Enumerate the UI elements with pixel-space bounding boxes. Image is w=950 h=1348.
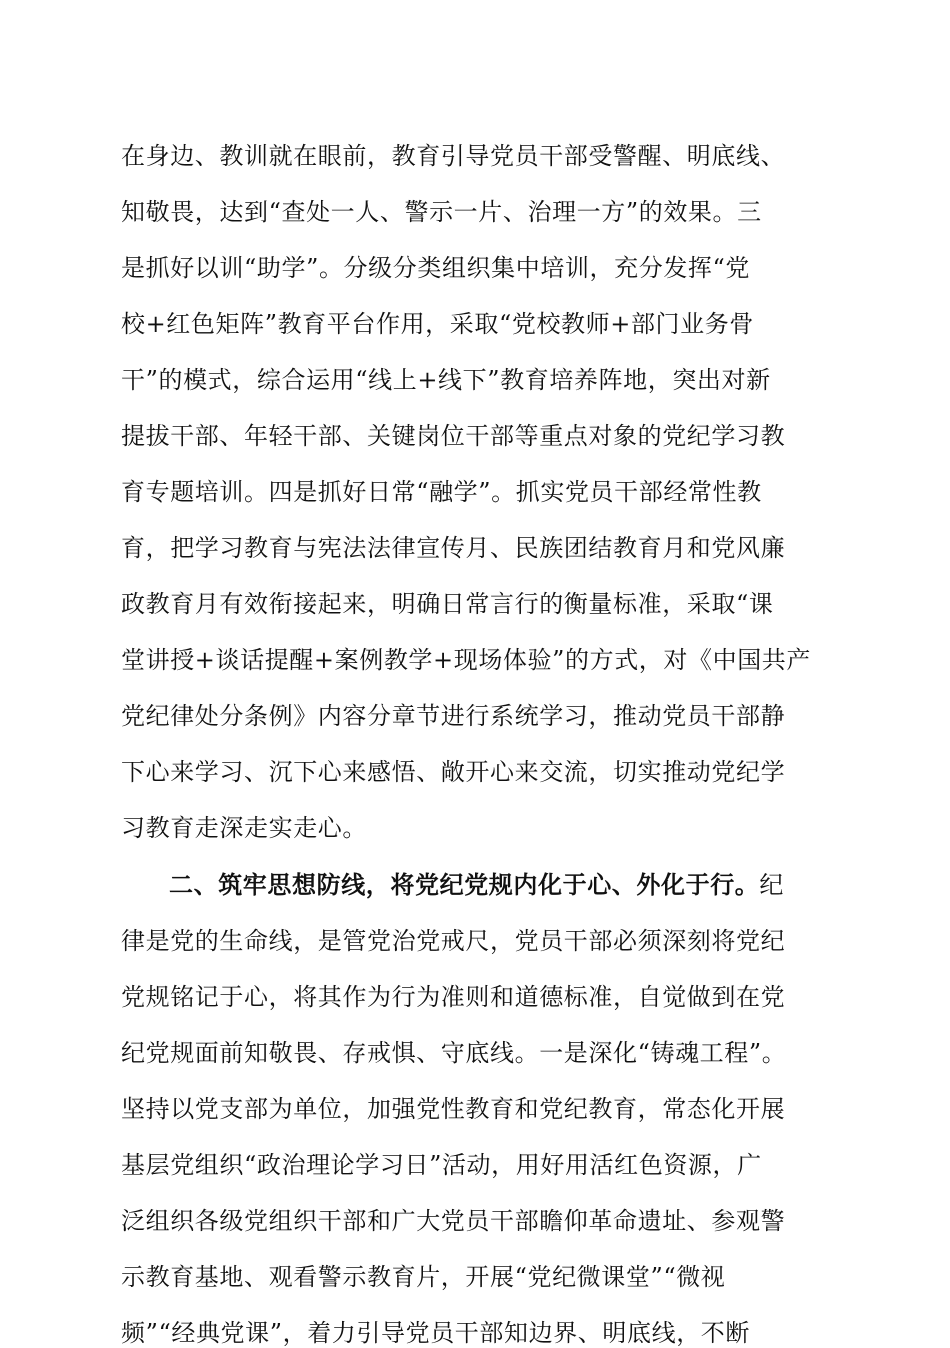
body-line: 育，把学习教育与宪法法律宣传月、民族团结教育月和党风廉 (121, 534, 786, 562)
body-line: 提拔干部、年轻干部、关键岗位干部等重点对象的党纪学习教 (121, 422, 786, 450)
body-line: 校+红色矩阵”教育平台作用，采取“党校教师+部门业务骨 (121, 310, 754, 338)
body-line: 育专题培训。四是抓好日常“融学”。抓实党员干部经常性教 (121, 478, 762, 506)
section-heading-continuation: 纪 (759, 871, 785, 899)
body-line: 基层党组织“政治理论学习日”活动，用好用活红色资源，广 (121, 1151, 762, 1179)
body-line: 纪党规面前知敬畏、存戒惧、守底线。一是深化“铸魂工程”。 (121, 1039, 787, 1067)
body-line: 在身边、教训就在眼前，教育引导党员干部受警醒、明底线、 (121, 142, 786, 170)
section-two-first-line (169, 870, 784, 900)
body-line: 泛组织各级党组织干部和广大党员干部瞻仰革命遗址、参观警 (121, 1207, 786, 1235)
body-line: 示教育基地、观看警示教育片，开展“党纪微课堂”“微视 (121, 1263, 726, 1291)
body-line: 坚持以党支部为单位，加强党性教育和党纪教育，常态化开展 (121, 1095, 786, 1123)
body-line: 党规铭记于心，将其作为行为准则和道德标准，自觉做到在党 (121, 983, 786, 1011)
body-line: 堂讲授+谈话提醒+案例教学+现场体验”的方式，对《中国共产 (121, 646, 811, 674)
body-line: 政教育月有效衔接起来，明确日常言行的衡量标准，采取“课 (121, 590, 774, 618)
body-line: 律是党的生命线，是管党治党戒尺，党员干部必须深刻将党纪 (121, 927, 786, 955)
body-line: 干”的模式，综合运用“线上+线下”教育培养阵地，突出对新 (121, 366, 771, 394)
body-line: 习教育走深走实走心。 (121, 814, 367, 842)
body-line: 是抓好以训“助学”。分级分类组织集中培训，充分发挥“党 (121, 254, 751, 282)
body-line: 知敬畏，达到“查处一人、警示一片、治理一方”的效果。三 (121, 198, 762, 226)
body-line: 党纪律处分条例》内容分章节进行系统学习，推动党员干部静 (121, 702, 786, 730)
section-heading: 二、筑牢思想防线，将党纪党规内化于心、外化于行。 (169, 871, 760, 899)
body-line: 频”“经典党课”，着力引导党员干部知边界、明底线，不断 (121, 1319, 751, 1347)
body-line: 下心来学习、沉下心来感悟、敞开心来交流，切实推动党纪学 (121, 758, 786, 786)
